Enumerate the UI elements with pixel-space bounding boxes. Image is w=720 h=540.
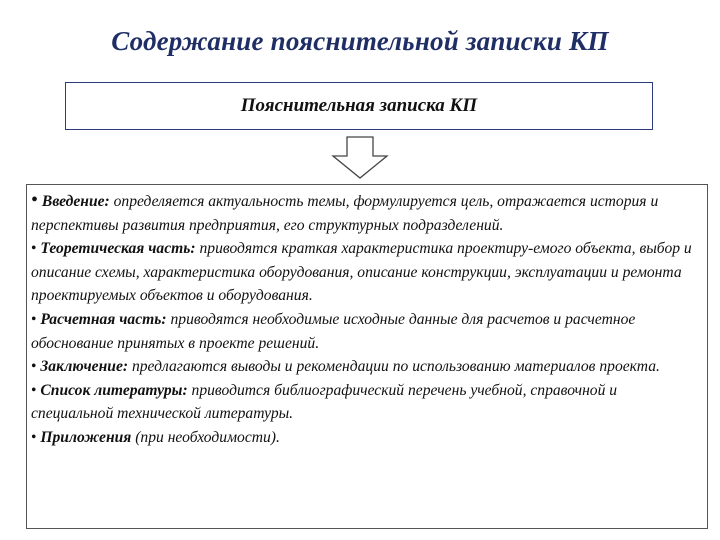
item-text: приводятся необходимые исходные данные для расчетов и расчетное обоснование принятых в проекте решений.	[31, 310, 636, 352]
item-term: Список литературы:	[40, 381, 188, 399]
bullet: •	[31, 189, 39, 211]
item-text: предлагаются выводы и рекомендации по использованию материалов проекта.	[128, 358, 660, 376]
header-box	[65, 82, 653, 130]
item-term: Введение:	[41, 193, 110, 210]
content-box	[26, 184, 708, 529]
item-text: приводятся краткая характеристика проектиру-емого объекта, выбор и описание схемы, характеристика оборудования, описание конструкции, эксплуатации и ремонта проектируемых объектов и оборудования.	[31, 240, 692, 305]
item-term: Расчетная часть:	[40, 310, 167, 328]
bullet: •	[31, 310, 37, 328]
item-term: Теоретическая часть:	[40, 240, 196, 258]
header-box-label: Пояснительная записка КП	[240, 95, 478, 116]
bullet: •	[31, 428, 37, 446]
list-item-theory	[31, 237, 699, 308]
slide-title: Содержание пояснительной записки КП	[111, 26, 609, 56]
item-text: (при необходимости).	[131, 428, 280, 446]
list-item-bibliography	[31, 379, 699, 426]
list-item-introduction	[31, 189, 699, 237]
down-arrow-icon	[331, 136, 389, 180]
item-text: определяется актуальность темы, формулируется цель, отражается история и перспективы развития предприятия, его структурных подразделений.	[31, 193, 659, 234]
bullet: •	[31, 240, 37, 258]
list-item-calculation	[31, 308, 699, 355]
item-text: приводится библиографический перечень учебной, справочной и специальной технической литературы.	[31, 381, 618, 423]
list-item-appendices	[31, 426, 699, 450]
item-term: Заключение:	[40, 358, 129, 376]
bullet: •	[31, 381, 37, 399]
item-term: Приложения	[40, 428, 132, 446]
bullet: •	[31, 358, 37, 376]
list-item-conclusion	[31, 355, 699, 379]
